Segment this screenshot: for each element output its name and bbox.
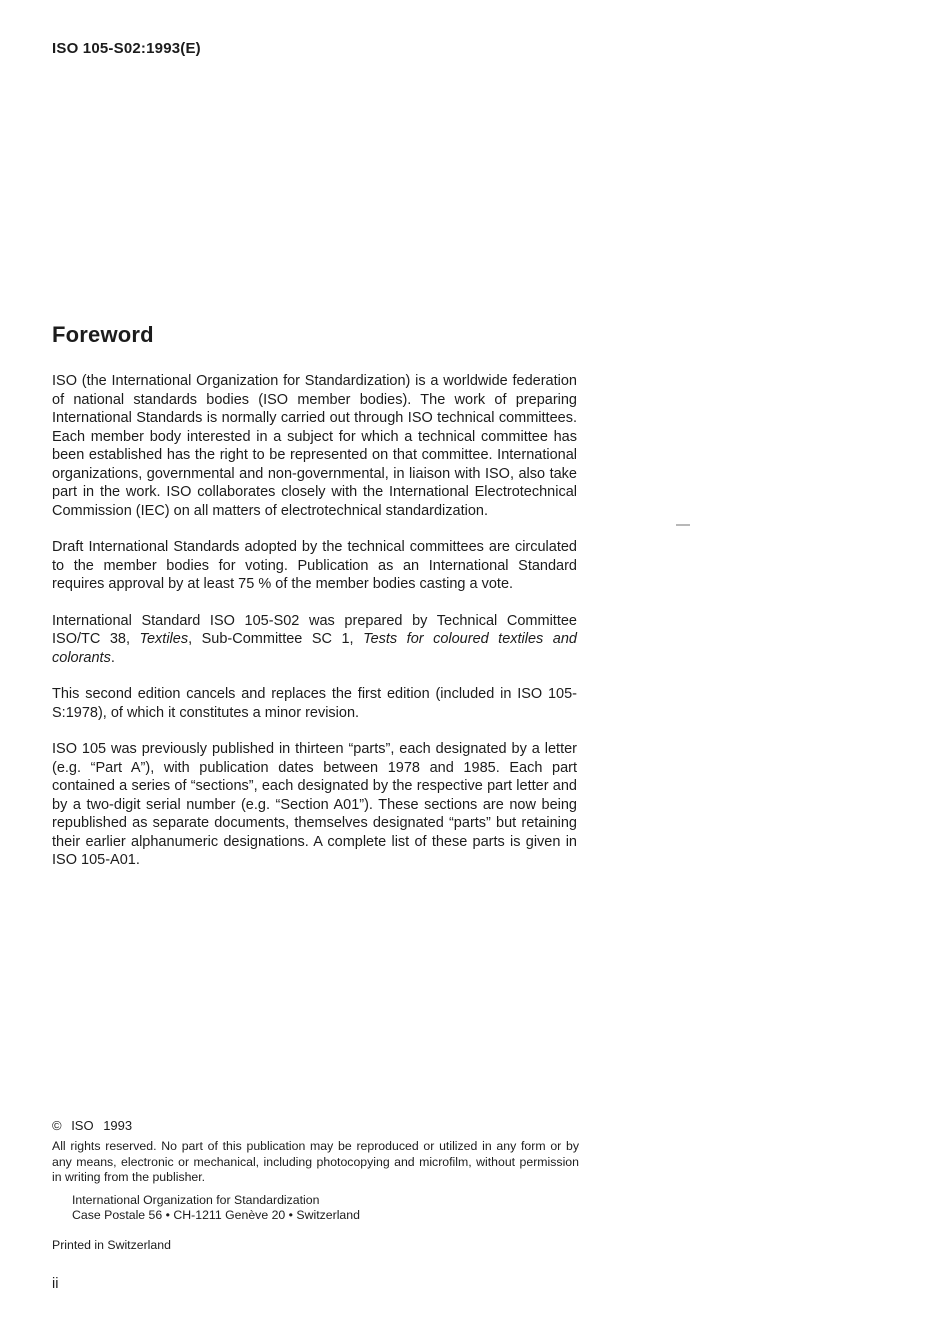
rights-notice: All rights reserved. No part of this publication may be reproduced or utilized in any form or by any means, electronic or mechanical, including photocopying and microfilm, without permission in writing from the publisher. xyxy=(52,1139,579,1184)
publisher-block xyxy=(72,1193,579,1224)
publisher-address: Case Postale 56 • CH-1211 Genève 20 • Switzerland xyxy=(72,1208,360,1222)
margin-mark xyxy=(676,524,690,526)
committee-italic-tests: Tests for coloured textiles and colorants xyxy=(52,631,577,666)
committee-text-2: , Sub-Committee SC 1, xyxy=(188,631,364,648)
paragraph-draft-standards: Draft International Standards adopted by the technical committees are circulated to the member bodies for voting. Publication as an International Standard requires approval by at least 75 % of the member bodies casting a vote. xyxy=(52,539,577,593)
committee-text-1: International Standard ISO 105-S02 was prepared by Technical Committee ISO/TC 38, xyxy=(52,612,577,648)
committee-text-3: . xyxy=(110,649,115,666)
foreword-section xyxy=(52,323,577,888)
committee-italic-textiles: Textiles xyxy=(139,631,189,648)
paragraph-committee xyxy=(52,612,577,668)
printed-in: Printed in Switzerland xyxy=(52,1237,171,1252)
document-ref-header: ISO 105-S02:1993(E) xyxy=(52,40,201,57)
paragraph-iso-intro: ISO (the International Organization for Standardization) is a worldwide federation of national standards bodies (ISO member bodies). The work of preparing International Standards is normally carried out through ISO technical committees. Each member body interested in a subject for which a technical committee has been established has the right to be represented on that committee. International organizations, governmental and non-governmental, in liaison with ISO, also take part in the work. ISO collaborates closely with the International Electrotechnical Commission (IEC) on all matters of electrotechnical standardization. xyxy=(52,373,577,519)
paragraph-second-edition: This second edition cancels and replaces the first edition (included in ISO 105-S:1978), of which it constitutes a minor revision. xyxy=(52,686,577,721)
page-title: Foreword xyxy=(52,322,154,347)
paragraph-parts-history: ISO 105 was previously published in thirteen “parts”, each designated by a letter (e.g. “Part A”), with publication dates between 1978 and 1985. Each part contained a series of “sections”, each designated by the respective part letter and by a two-digit serial number (e.g. “Section A01”). These sections are now being republished as separate documents, themselves designated “parts” but retaining their earlier alphanumeric designations. A complete list of these parts is given in ISO 105-A01. xyxy=(52,741,577,869)
footer xyxy=(52,1118,579,1252)
publisher-name: International Organization for Standardization xyxy=(72,1192,320,1207)
copyright-line: © ISO 1993 xyxy=(52,1118,133,1133)
page-number: ii xyxy=(52,1276,59,1292)
